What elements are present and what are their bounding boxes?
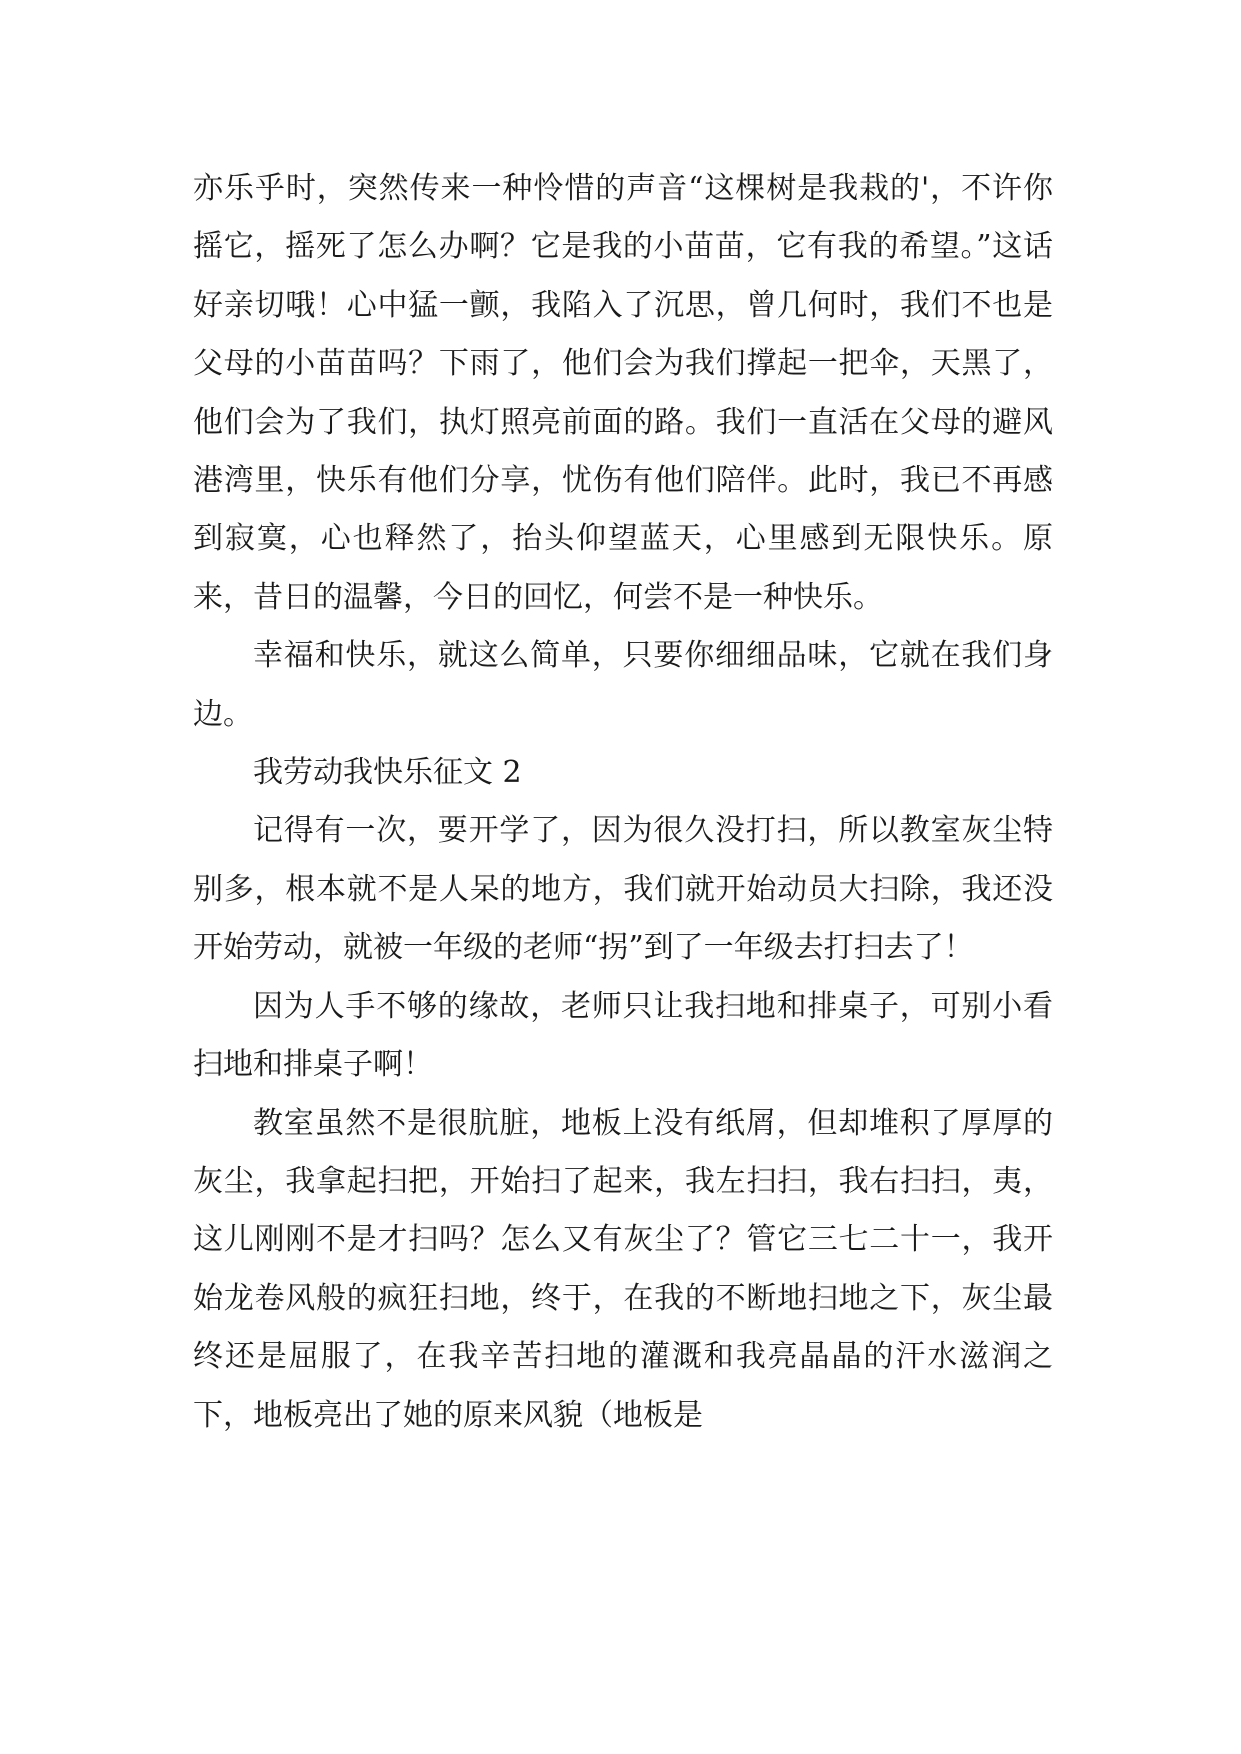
paragraph-classroom-dust: 教室虽然不是很肮脏，地板上没有纸屑，但却堆积了厚厚的灰尘，我拿起扫把，开始扫了起来，我左扫扫，我右扫扫，夷，这儿刚刚不是才扫吗？怎么又有灰尘了？管它三七二十一，我开始龙卷风般的疯狂扫地，终于，在我的不断地扫地之下，灰尘最终还是屈服了，在我辛苦扫地的灌溉和我亮晶晶的汗水滋润之下，地板亮出了她的原来风貌（地板是	[193, 1105, 1053, 1433]
paragraph-sweeping-task: 因为人手不够的缘故，老师只让我扫地和排桌子，可别小看扫地和排桌子啊！	[193, 988, 1053, 1083]
document-body	[193, 160, 1053, 1445]
section-heading: 我劳动我快乐征文 2	[253, 755, 522, 791]
paragraph-school-start: 记得有一次，要开学了，因为很久没打扫，所以教室灰尘特别多，根本就不是人呆的地方，我们就开始动员大扫除，我还没开始劳动，就被一年级的老师“拐”到了一年级去打扫去了！	[193, 813, 1053, 966]
paragraph-happiness: 幸福和快乐，就这么简单，只要你细细品味，它就在我们身边。	[193, 638, 1053, 732]
paragraph-continuation: 亦乐乎时，突然传来一种怜惜的声音“这棵树是我栽的'，不许你摇它，摇死了怎么办啊？它是我的小苗苗，它有我的希望。”这话好亲切哦！心中猛一颤，我陷入了沉思，曾几何时，我们不也是父母的小苗苗吗？下雨了，他们会为我们撑起一把伞，天黑了，他们会为了我们，执灯照亮前面的路。我们一直活在父母的避风港湾里，快乐有他们分享，忧伤有他们陪伴。此时，我已不再感到寂寞，心也释然了，抬头仰望蓝天，心里感到无限快乐。原来，昔日的温馨，今日的回忆，何尝不是一种快乐。	[193, 171, 1053, 615]
